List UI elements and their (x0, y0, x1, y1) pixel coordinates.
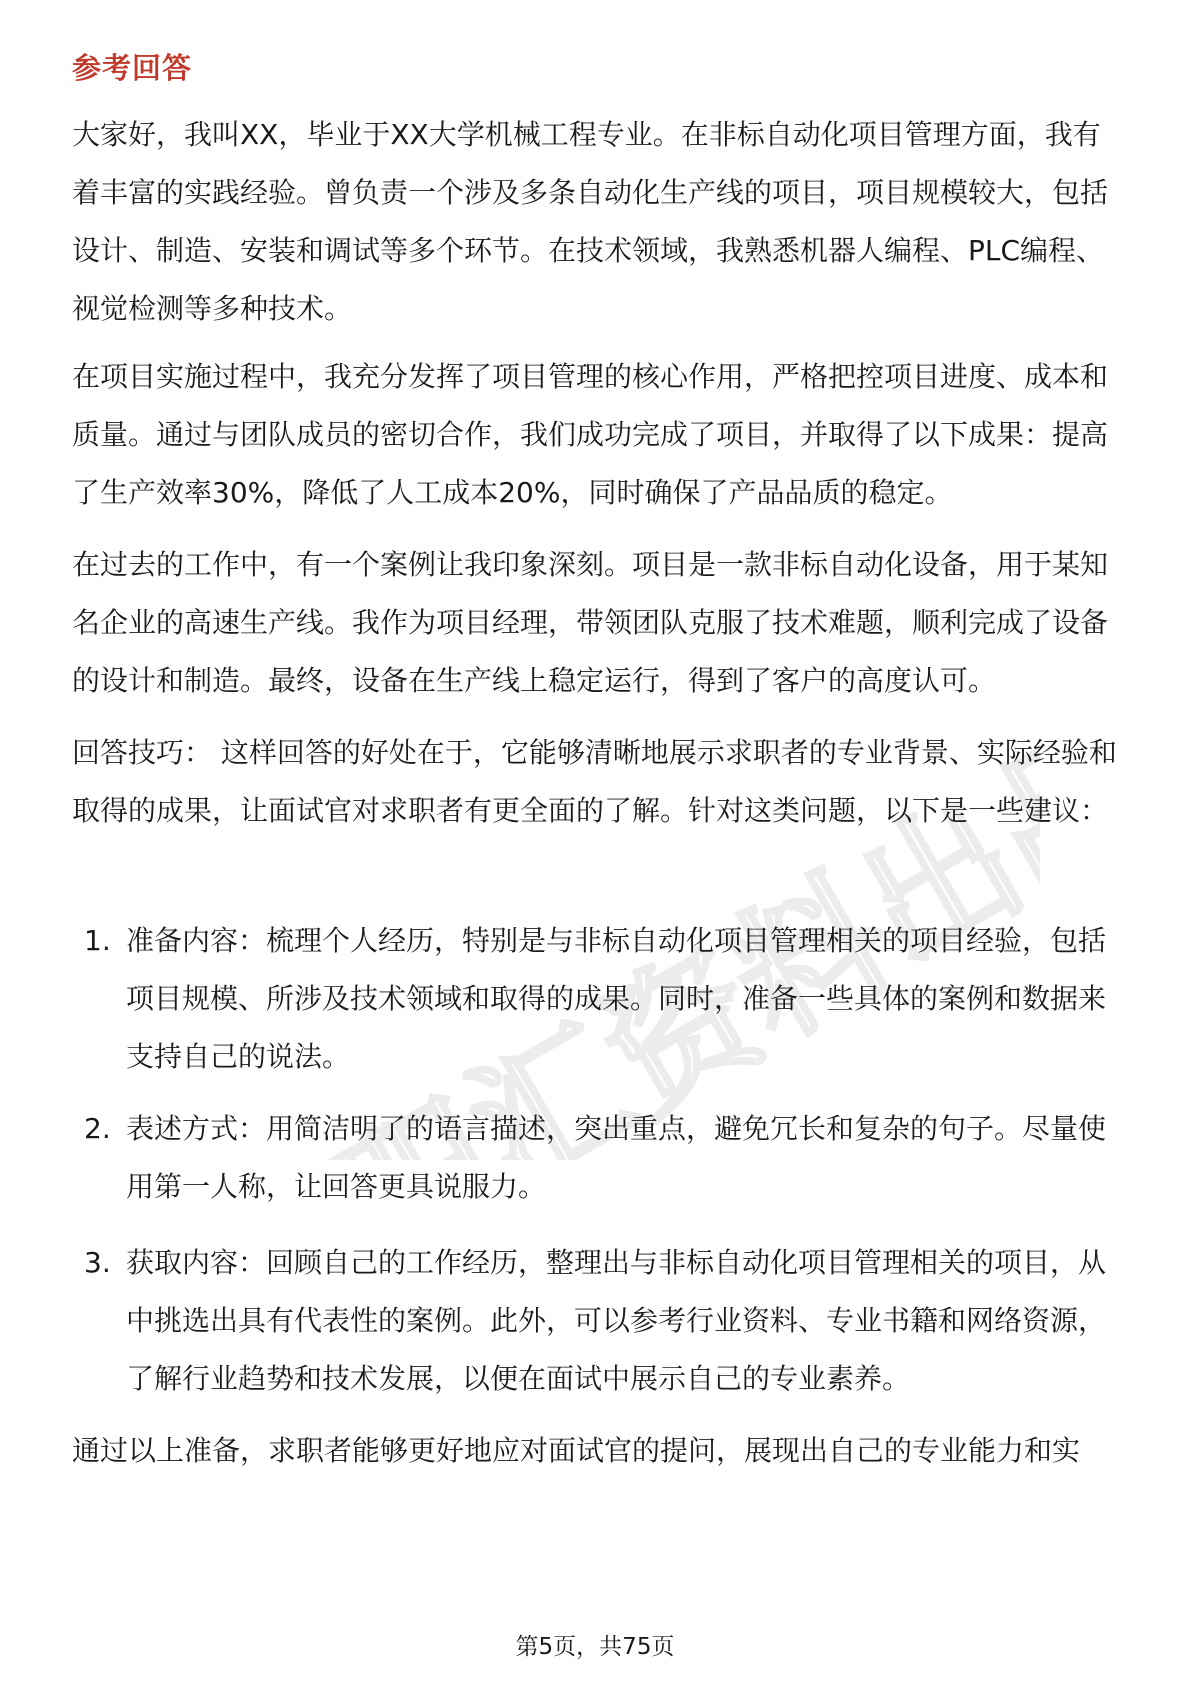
list-number: 2. (84, 1112, 111, 1145)
section-heading: 参考回答 (72, 51, 193, 85)
list-item (84, 1100, 1122, 1216)
list-text: 表述方式：用简洁明了的语言描述，突出重点，避免冗长和复杂的句子。尽量使用第一人称，让回答更具说服力。 (126, 1112, 1107, 1203)
list-item (84, 912, 1122, 1086)
paragraph-intro: 大家好，我叫XX，毕业于XX大学机械工程专业。在非标自动化项目管理方面，我有着丰富的实践经验。曾负责一个涉及多条自动化生产线的项目，项目规模较大，包括设计、制造、安装和调试等多个环节。在技术领域，我熟悉机器人编程、PLC编程、视觉检测等多种技术。 (72, 118, 1109, 325)
paragraph-tips: 回答技巧： 这样回答的好处在于，它能够清晰地展示求职者的专业背景、实际经验和取得的成果，让面试官对求职者有更全面的了解。针对这类问题，以下是一些建议： (72, 736, 1117, 827)
watermark-text: 职汇资料出品 (313, 696, 1040, 1160)
list-item (84, 1234, 1122, 1408)
page-number: 第5页，共75页 (515, 1634, 675, 1660)
list-number: 3. (84, 1246, 111, 1279)
list-number: 1. (84, 924, 111, 957)
paragraph-case: 在过去的工作中，有一个案例让我印象深刻。项目是一款非标自动化设备，用于某知名企业的高速生产线。我作为项目经理，带领团队克服了技术难题，顺利完成了设备的设计和制造。最终，设备在生产线上稳定运行，得到了客户的高度认可。 (72, 548, 1109, 697)
paragraph-closing: 通过以上准备，求职者能够更好地应对面试官的提问，展现出自己的专业能力和实 (72, 1434, 1081, 1467)
paragraph-implementation: 在项目实施过程中，我充分发挥了项目管理的核心作用，严格把控项目进度、成本和质量。通过与团队成员的密切合作，我们成功完成了项目，并取得了以下成果：提高了生产效率30%，降低了人工成本20%，同时确保了产品品质的稳定。 (72, 360, 1109, 509)
list-text: 准备内容：梳理个人经历，特别是与非标自动化项目管理相关的项目经验，包括项目规模、所涉及技术领域和取得的成果。同时，准备一些具体的案例和数据来支持自己的说法。 (126, 924, 1107, 1073)
list-text: 获取内容：回顾自己的工作经历，整理出与非标自动化项目管理相关的项目，从中挑选出具有代表性的案例。此外，可以参考行业资料、专业书籍和网络资源，了解行业趋势和技术发展，以便在面试中展示自己的专业素养。 (126, 1246, 1107, 1395)
